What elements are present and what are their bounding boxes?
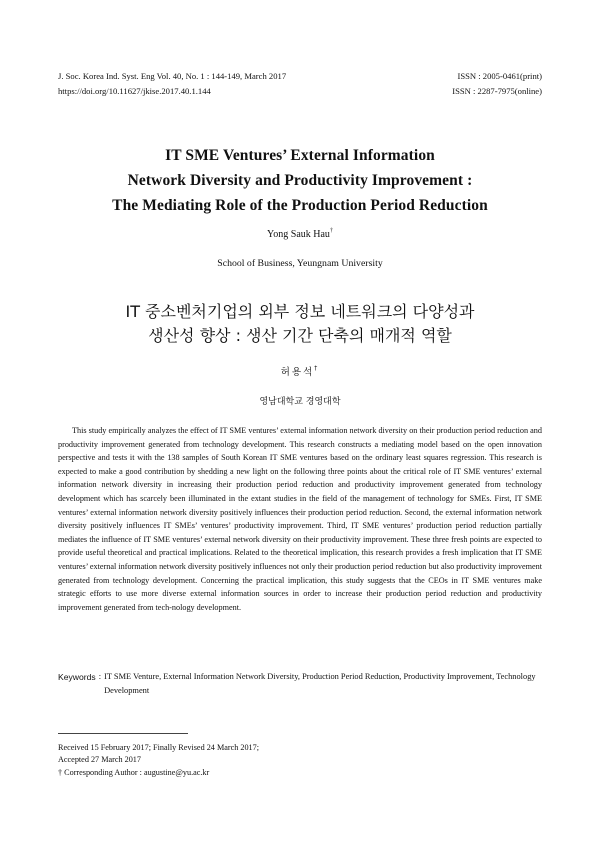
keywords-section	[58, 670, 544, 698]
keywords-separator: :	[98, 672, 102, 681]
corresponding-author: † Corresponding Author : augustine@yu.ac.kr	[58, 767, 210, 777]
corresponding-mark-en: †	[329, 228, 333, 234]
corresponding-mark-ko: †	[314, 365, 320, 372]
author-ko-text: 허용석	[280, 367, 315, 378]
issn-online: ISSN : 2287-7975(online)	[452, 86, 542, 96]
keywords-list: IT SME Venture, External Information Network Diversity, Production Period Reduction, Productivity Improvement, Technology Development	[104, 672, 536, 695]
title-ko-line-2: 생산성 향상 : 생산 기간 단축의 매개적 역할	[148, 326, 452, 345]
issn-print: ISSN : 2005-0461(print)	[457, 71, 542, 81]
doi-link[interactable]: https://doi.org/10.11627/jkise.2017.40.1.144	[58, 86, 211, 96]
footnote-divider	[58, 733, 188, 734]
keywords-label: Keywords	[58, 672, 96, 682]
title-en-line-1: IT SME Ventures’ External Information	[165, 147, 435, 164]
journal-citation: J. Soc. Korea Ind. Syst. Eng Vol. 40, No. 1 : 144-149, March 2017	[58, 71, 287, 81]
title-ko-line-1: IT 중소벤처기업의 외부 정보 네트워크의 다양성과	[125, 302, 475, 321]
journal-header	[58, 69, 542, 99]
accepted-date: Accepted 27 March 2017	[58, 755, 141, 765]
affiliation-en: School of Business, Yeungnam University	[217, 258, 383, 269]
received-date: Received 15 February 2017; Finally Revised 24 March 2017;	[58, 743, 260, 752]
author-name-en	[0, 229, 600, 240]
affiliation-ko: 영남대학교 경영대학	[259, 397, 341, 407]
footnotes	[58, 742, 259, 779]
author-name-ko	[0, 364, 600, 378]
title-en-line-3: The Mediating Role of the Production Period Reduction	[112, 197, 488, 214]
paper-title-ko	[30, 300, 570, 348]
paper-title-en	[30, 143, 570, 218]
author-en-text: Yong Sauk Hau	[267, 229, 330, 240]
abstract-body: This study empirically analyzes the effect of IT SME ventures’ external information network diversity on their production period reduction and productivity improvement generated from technology development. This research constructs a mediating model based on the open innovation perspective and tests it with the 138 samples of South Korean IT SME ventures based on the ordinary least squares regression. This research is expected to make a good contribution by shedding a new light on the following three points about the critical role of IT SME ventures’ external information network diversity in increasing their production period reduction and productivity improvement generated from technology development which has scarcely been illuminated in the extant studies in the field of the management of technology for SMEs. First, IT SME ventures’ external information network diversity positively influences their production period reduction. Second, the external information network diversity positively influences IT SMEs’ ventures’ productivity improvement. Third, IT SME ventures’ production period reduction partially mediates the influence of IT SME ventures’ external network diversity on their productivity improvement. These three fresh points are expected to provide useful theoretical and practical implications. Related to the theoretical implication, this research provides a fresh implication that IT SME ventures’ external information network diversity positively influences not only their production period reduction but also productivity improvement generated from technology development. Concerning the practical implication, this study suggests that the CEOs in IT SME ventures make strategic efforts to use more diverse external information sources in order to increase their production period reduction and productivity improvement generated from tech-nology development.	[58, 426, 542, 612]
title-en-line-2: Network Diversity and Productivity Improvement :	[127, 172, 473, 189]
